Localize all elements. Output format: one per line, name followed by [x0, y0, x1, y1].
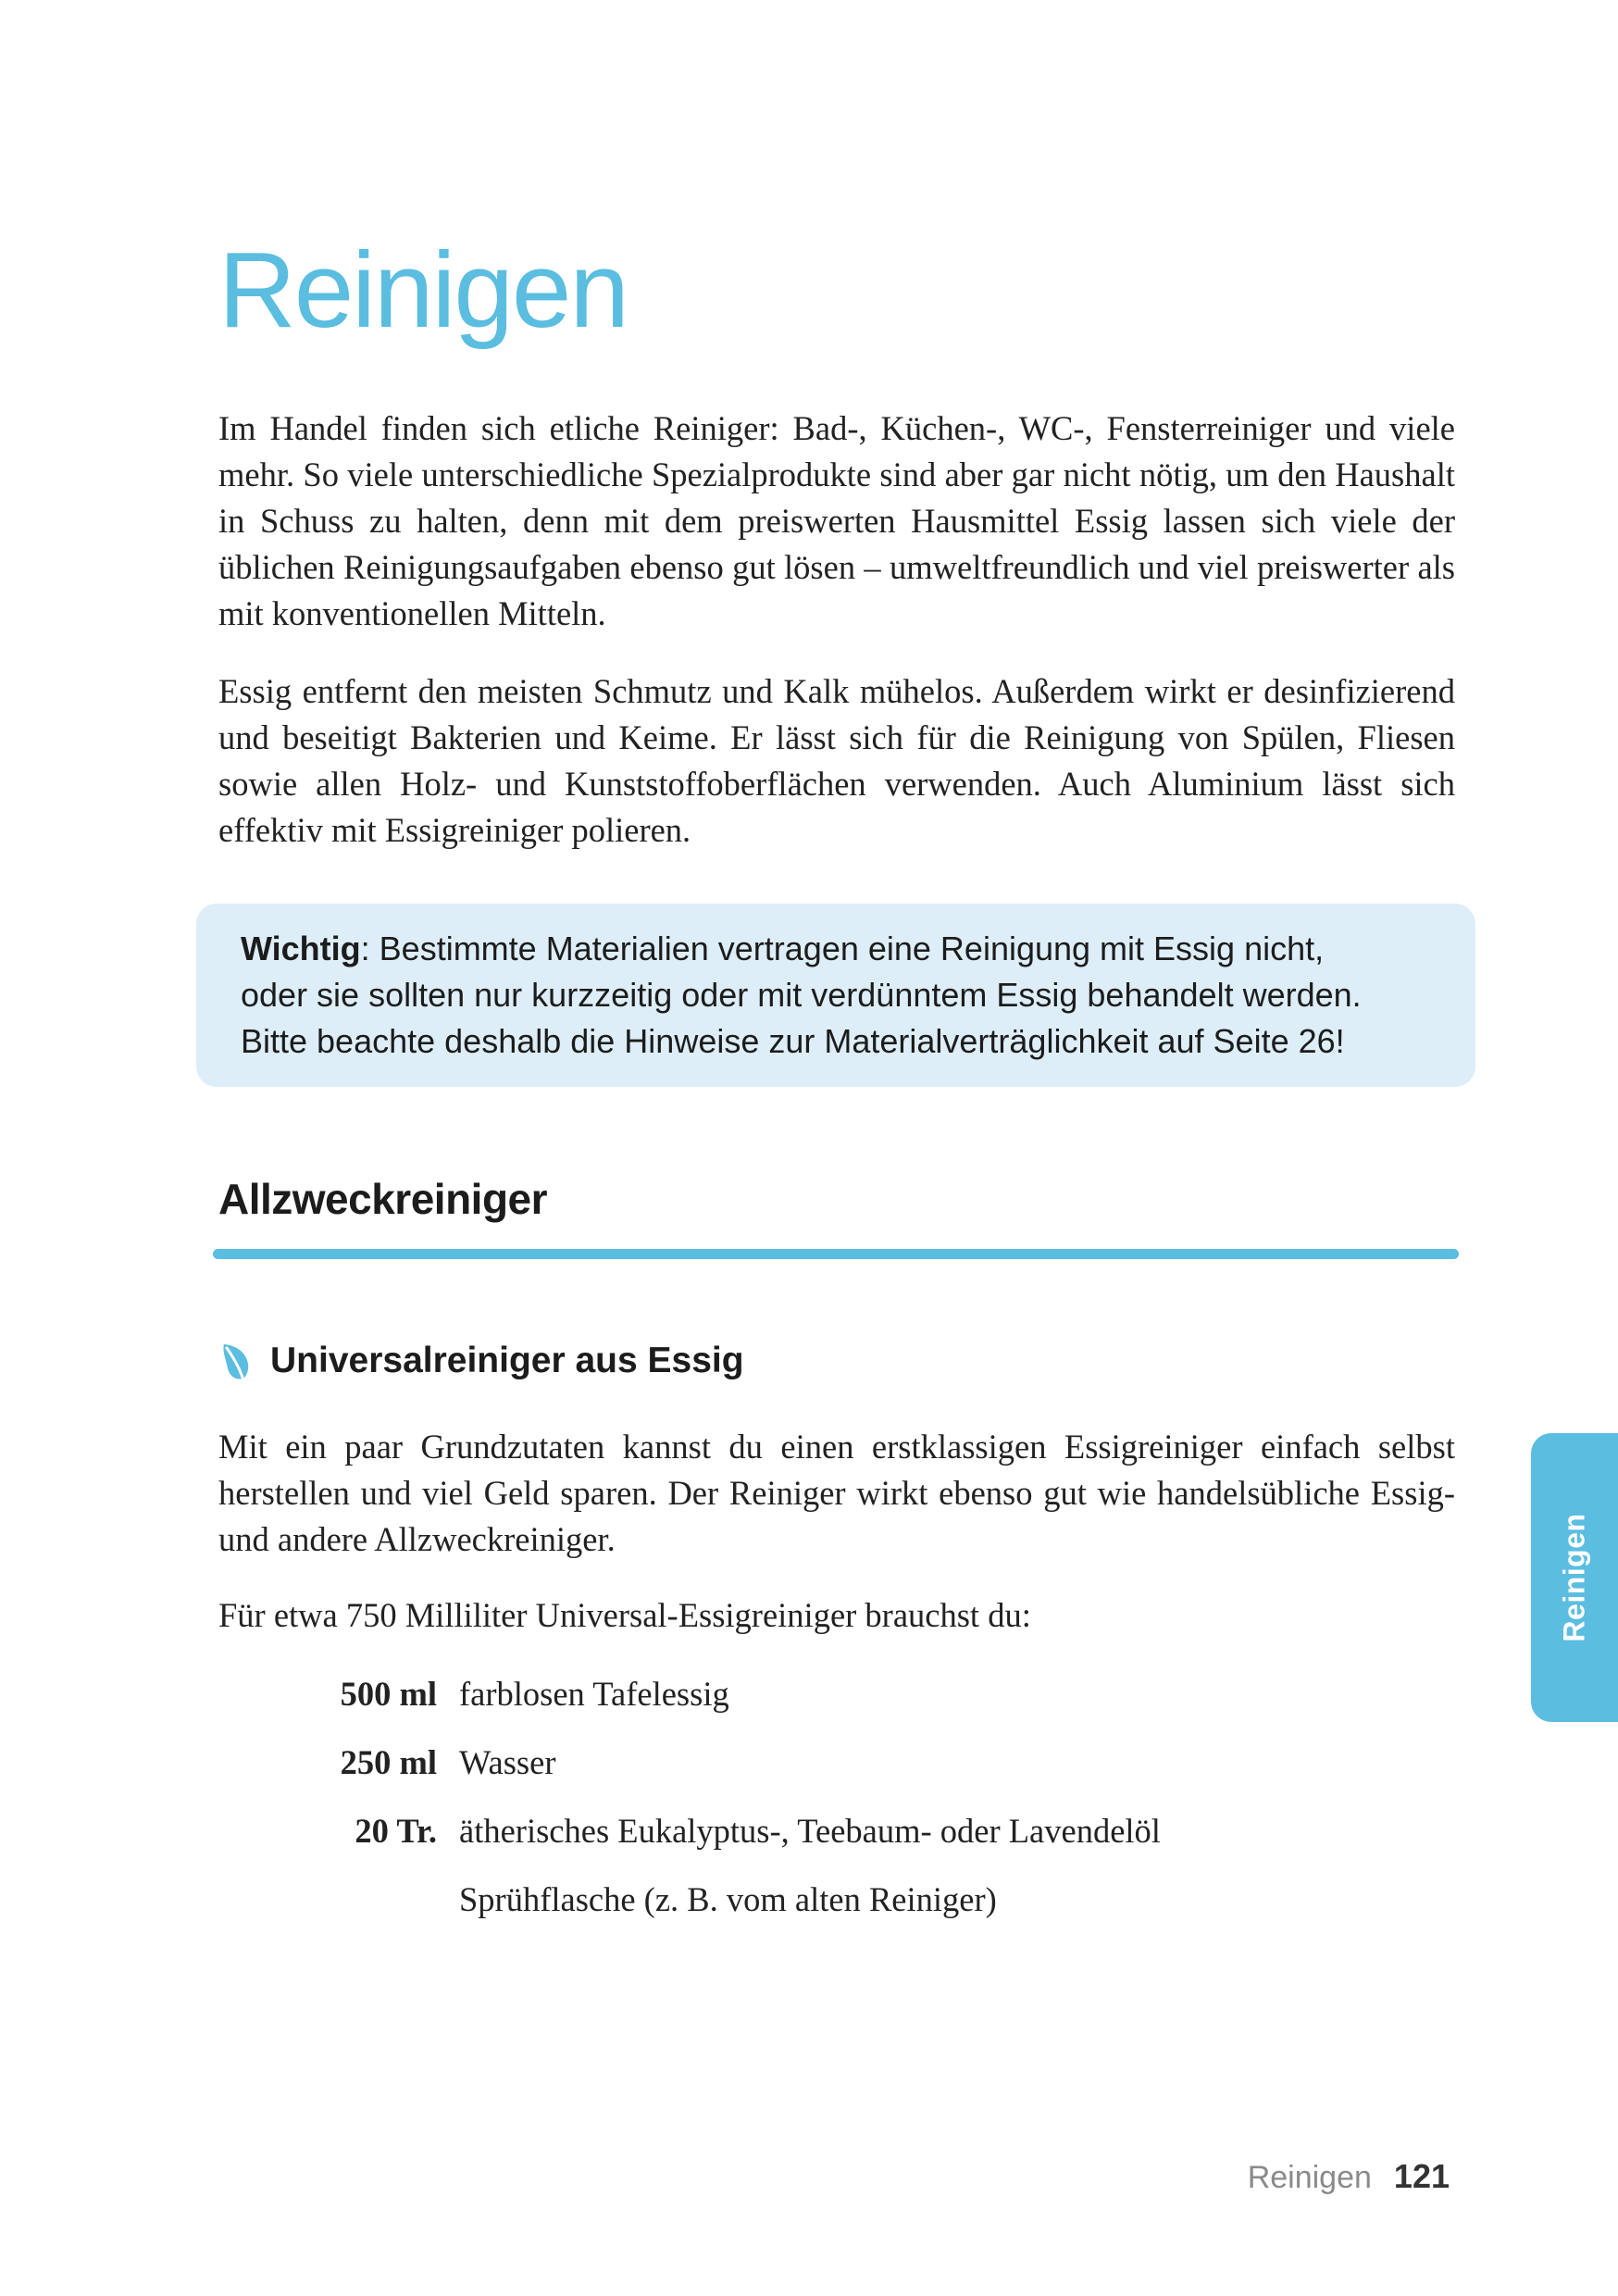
important-note-box — [196, 904, 1475, 1087]
ingredient-name: farblosen Tafelessig — [459, 1675, 729, 1713]
intro-paragraph-2: Essig entfernt den meisten Schmutz und Kalk mühelos. Außerdem wirkt er desinfizierend und beseitigt Bakterien und Keime. Er lässt sich für die Reinigung von Spülen, Fliesen sowie allen Holz- und Kunststoffoberflächen verwenden. Auch Aluminium lässt sich effektiv mit Essigreiniger polieren. — [218, 672, 1455, 849]
ingredient-row — [218, 1808, 1422, 1854]
ingredient-row — [218, 1740, 1422, 1786]
ingredient-row — [218, 1877, 1422, 1923]
note-line-1 — [241, 926, 1438, 972]
footer-chapter: Reinigen — [1247, 2160, 1372, 2195]
recipe-yield: Für etwa 750 Milliliter Universal-Essigreiniger brauchst du: — [218, 1596, 1031, 1634]
chapter-side-tab — [1531, 1433, 1618, 1722]
section-heading: Allzweckreiniger — [218, 1175, 548, 1223]
ingredient-quantity: 20 Tr. — [355, 1812, 437, 1850]
ingredient-quantity: 250 ml — [340, 1743, 437, 1781]
intro-paragraph-1: Im Handel finden sich etliche Reiniger: Bad-, Küchen-, WC-, Fensterreiniger und viele mehr. So viele unterschiedliche Spezialprodukte sind aber gar nicht nötig, um den Haushalt in Schuss zu halten, denn mit dem preiswerten Hausmittel Essig lassen sich viele der üblichen Reinigungsaufgaben ebenso gut lösen – umweltfreundlich und viel preiswerter als mit konventionellen Mitteln. — [218, 409, 1455, 632]
note-label: Wichtig — [241, 930, 361, 967]
leaf-icon — [218, 1341, 254, 1381]
ingredient-quantity: 500 ml — [340, 1675, 437, 1713]
page-title: Reinigen — [218, 230, 628, 350]
note-line-2: oder sie sollten nur kurzzeitig oder mit verdünntem Essig behandelt werden. — [241, 976, 1362, 1014]
ingredient-name: ätherisches Eukalyptus-, Teebaum- oder Lavendelöl — [459, 1812, 1161, 1850]
page-number: 121 — [1393, 2157, 1450, 2195]
note-text-1: : Bestimmte Materialien vertragen eine Reinigung mit Essig nicht, — [360, 930, 1325, 967]
recipe-title — [218, 1341, 744, 1381]
note-line-3: Bitte beachte deshalb die Hinweise zur Materialverträglichkeit auf Seite 26! — [241, 1022, 1345, 1060]
ingredient-name: Sprühflasche (z. B. vom alten Reiniger) — [459, 1880, 997, 1918]
ingredient-row — [218, 1671, 1422, 1717]
side-tab-label: Reinigen — [1557, 1513, 1591, 1642]
section-divider — [213, 1249, 1459, 1259]
page-footer — [1248, 2157, 1450, 2196]
ingredient-name: Wasser — [459, 1743, 556, 1781]
recipe-description: Mit ein paar Grundzutaten kannst du einen erstklassigen Essigreiniger einfach selbst herstellen und viel Geld sparen. Der Reiniger wirkt ebenso gut wie handelsübliche Essig- und andere Allzweckreiniger. — [218, 1428, 1455, 1558]
recipe-title-text: Universalreiniger aus Essig — [270, 1341, 744, 1380]
